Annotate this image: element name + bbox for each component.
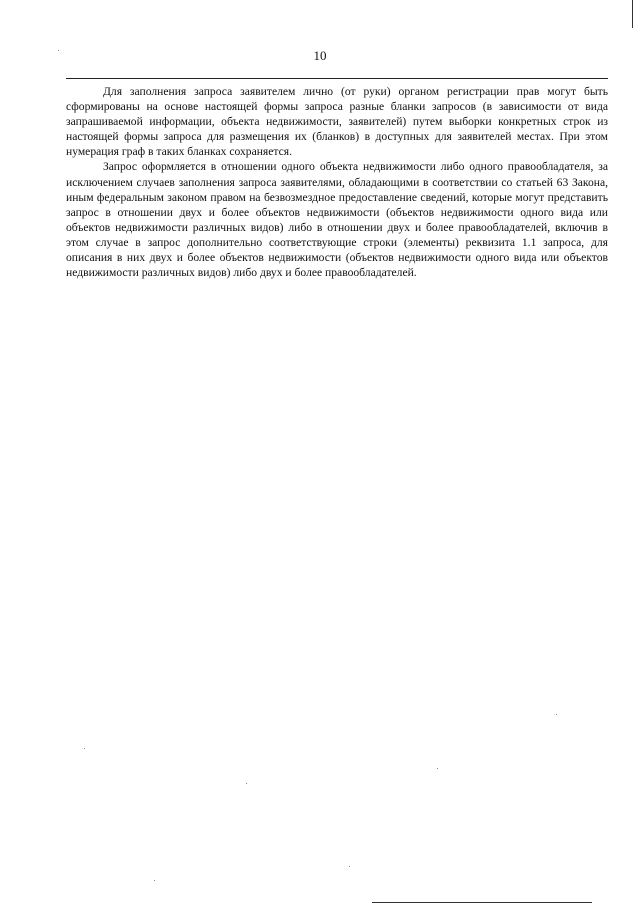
scan-speck xyxy=(58,50,59,51)
document-body xyxy=(66,84,608,280)
scan-speck xyxy=(437,768,438,769)
scan-speck xyxy=(556,714,557,715)
paragraph-request-scope: Запрос оформляется в отношении одного объекта недвижимости либо одного правообладателя, за исключением случаев заполнения запроса заявителями, обладающими в соответствии со статьей 63 Закона, иным федеральным законом правом на безвозмездное предоставление сведений, которые могут представить запрос в отношении двух и более объектов недвижимости (объектов недвижимости одного вида или объектов недвижимости различных видов) либо в отношении двух и более правообладателей, включив в этом случае в запрос дополнительно соответствующие строки (элементы) реквизита 1.1 запроса, для описания в них двух и более объектов недвижимости (объектов недвижимости одного вида или объектов недвижимости различных видов) либо двух и более правообладателей. xyxy=(66,160,608,280)
scan-speck xyxy=(246,783,247,784)
scan-speck xyxy=(154,880,155,881)
header-rule xyxy=(66,78,608,79)
scan-speck xyxy=(84,748,85,749)
scan-edge-mark xyxy=(632,0,633,28)
paragraph-form-blanks: Для заполнения запроса заявителем лично (от руки) органом регистрации прав могут быть сформированы на основе настоящей формы запроса разные бланки запросов (в зависимости от вида запрашиваемой информации, объекта недвижимости, заявителей) путем выборки конкретных строк из настоящей формы запроса для размещения их (бланков) в доступных для заявителей местах. При этом нумерация граф в таких бланках сохраняется. xyxy=(66,85,608,159)
scan-speck xyxy=(349,866,350,867)
scan-edge-mark xyxy=(372,902,592,903)
page-number: 10 xyxy=(313,48,327,63)
